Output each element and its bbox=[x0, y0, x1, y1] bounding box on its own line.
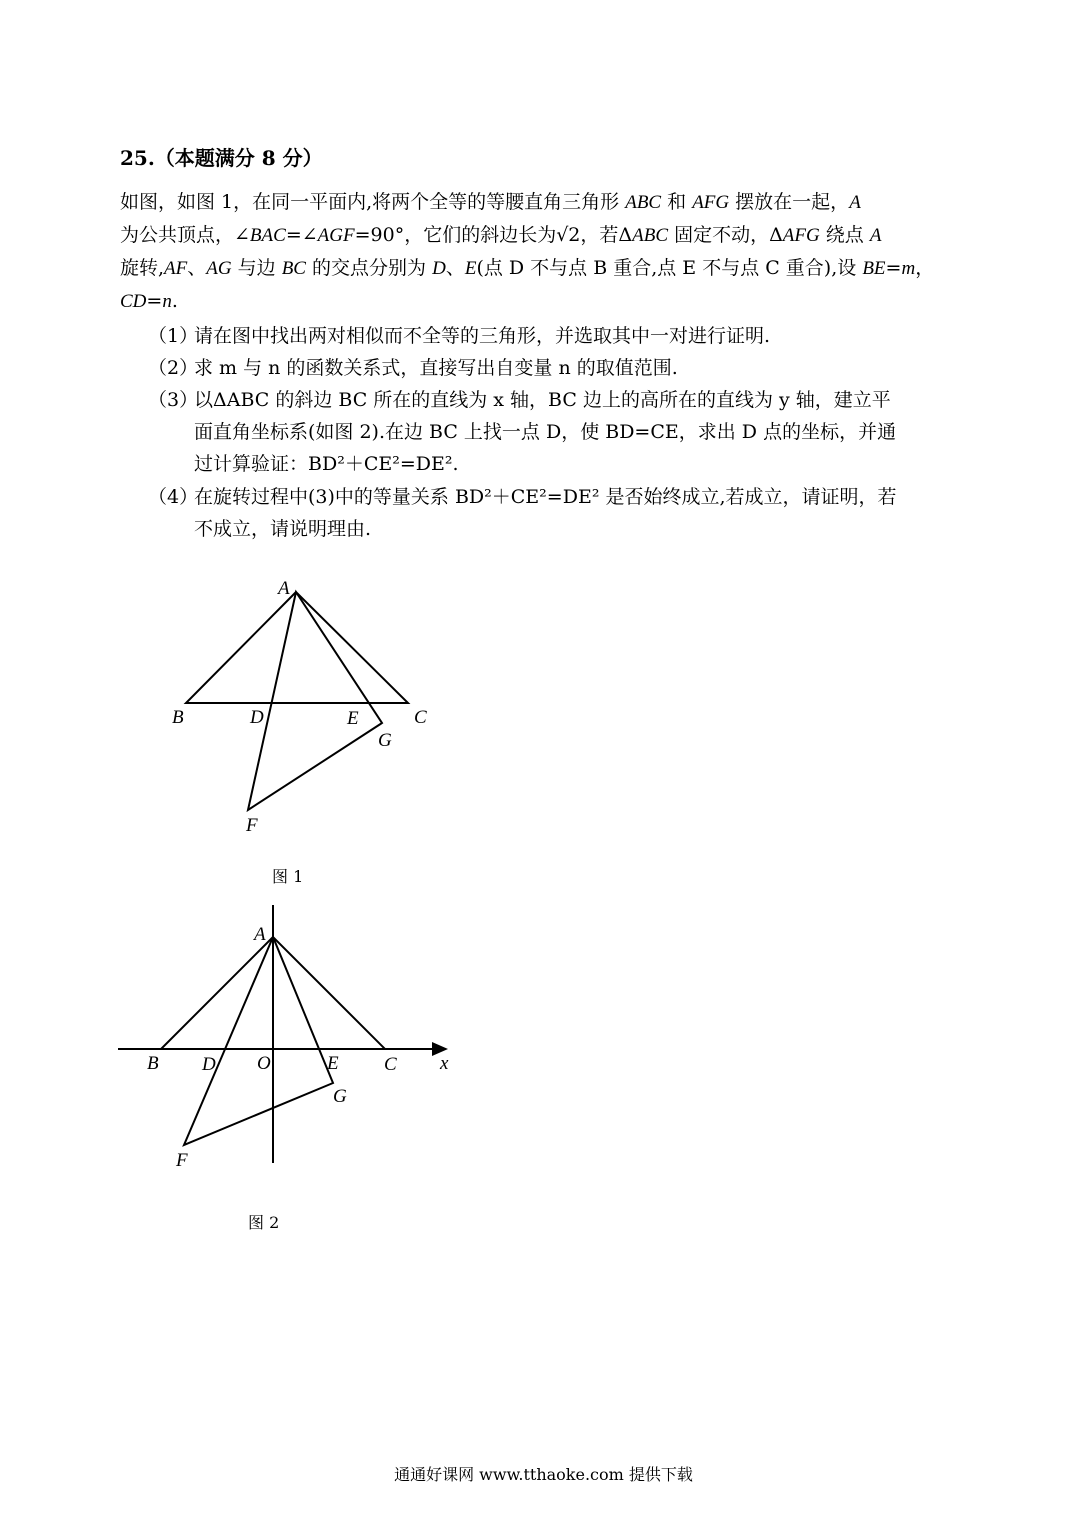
intro-line-1: 如图，如图 1，在同一平面内,将两个全等的等腰直角三角形 ABC 和 AFG 摆放在一起，A bbox=[120, 191, 861, 213]
figure-1-diagram bbox=[160, 565, 450, 845]
sqrt2: √2 bbox=[556, 224, 581, 246]
figure-2-caption: 图 2 bbox=[248, 1213, 280, 1232]
fig2-label-b: B bbox=[147, 1053, 159, 1074]
fig2-label-a: A bbox=[254, 924, 266, 945]
question-intro bbox=[120, 186, 970, 318]
sub-question-2: （2）求 m 与 n 的函数关系式，直接写出自变量 n 的取值范围. bbox=[148, 357, 678, 379]
fig2-label-d: D bbox=[202, 1054, 216, 1075]
fig1-label-g: G bbox=[378, 730, 392, 751]
triangle-abc bbox=[186, 592, 408, 703]
sub-question-1: （1）请在图中找出两对相似而不全等的三角形，并选取其中一对进行证明. bbox=[148, 325, 771, 347]
sub-question-4: （4）在旋转过程中(3)中的等量关系 BD²＋CE²=DE² 是否始终成立,若成立，请证明，若 不成立，请说明理由. bbox=[148, 486, 897, 540]
sub-question-3: （3）以ΔABC 的斜边 BC 所在的直线为 x 轴，BC 边上的高所在的直线为 y 轴，建立平 面直角坐标系(如图 2).在边 BC 上找一点 D，使 BD=CE，求出 D 点的坐标，并通 过计算验证：BD²＋CE²=DE². bbox=[148, 389, 897, 475]
fig1-label-c: C bbox=[414, 707, 427, 728]
fig1-label-a: A bbox=[278, 578, 290, 599]
page-footer: 通通好课网 www.tthaoke.com 提供下载 bbox=[394, 1465, 693, 1484]
fig2-label-f: F bbox=[176, 1150, 188, 1171]
fig2-label-c: C bbox=[384, 1054, 397, 1075]
fig1-label-e: E bbox=[347, 708, 359, 729]
figure-1-caption: 图 1 bbox=[272, 867, 304, 886]
intro-line-4: CD=n. bbox=[120, 290, 178, 312]
fig2-label-o: O bbox=[257, 1053, 271, 1074]
fig1-label-b: B bbox=[172, 707, 184, 728]
fig2-label-g: G bbox=[333, 1086, 347, 1107]
intro-line-3: 旋转,AF、AG 与边 BC 的交点分别为 D、E(点 D 不与点 B 重合,点 E 不与点 C 重合),设 BE=m， bbox=[120, 257, 935, 279]
fig2-label-e: E bbox=[327, 1053, 339, 1074]
fig1-label-d: D bbox=[250, 707, 264, 728]
fig2-label-x: x bbox=[440, 1053, 449, 1074]
intro-line-2: 为公共顶点，∠BAC=∠AGF=90°，它们的斜边长为√2，若ΔABC 固定不动，ΔAFG 绕点 A bbox=[120, 224, 882, 246]
figure-2-diagram bbox=[110, 900, 460, 1180]
triangle-afg bbox=[248, 592, 382, 810]
triangle-afg bbox=[184, 937, 333, 1145]
question-heading: 25.（本题满分 8 分） bbox=[120, 146, 323, 170]
fig1-label-f: F bbox=[246, 815, 258, 836]
